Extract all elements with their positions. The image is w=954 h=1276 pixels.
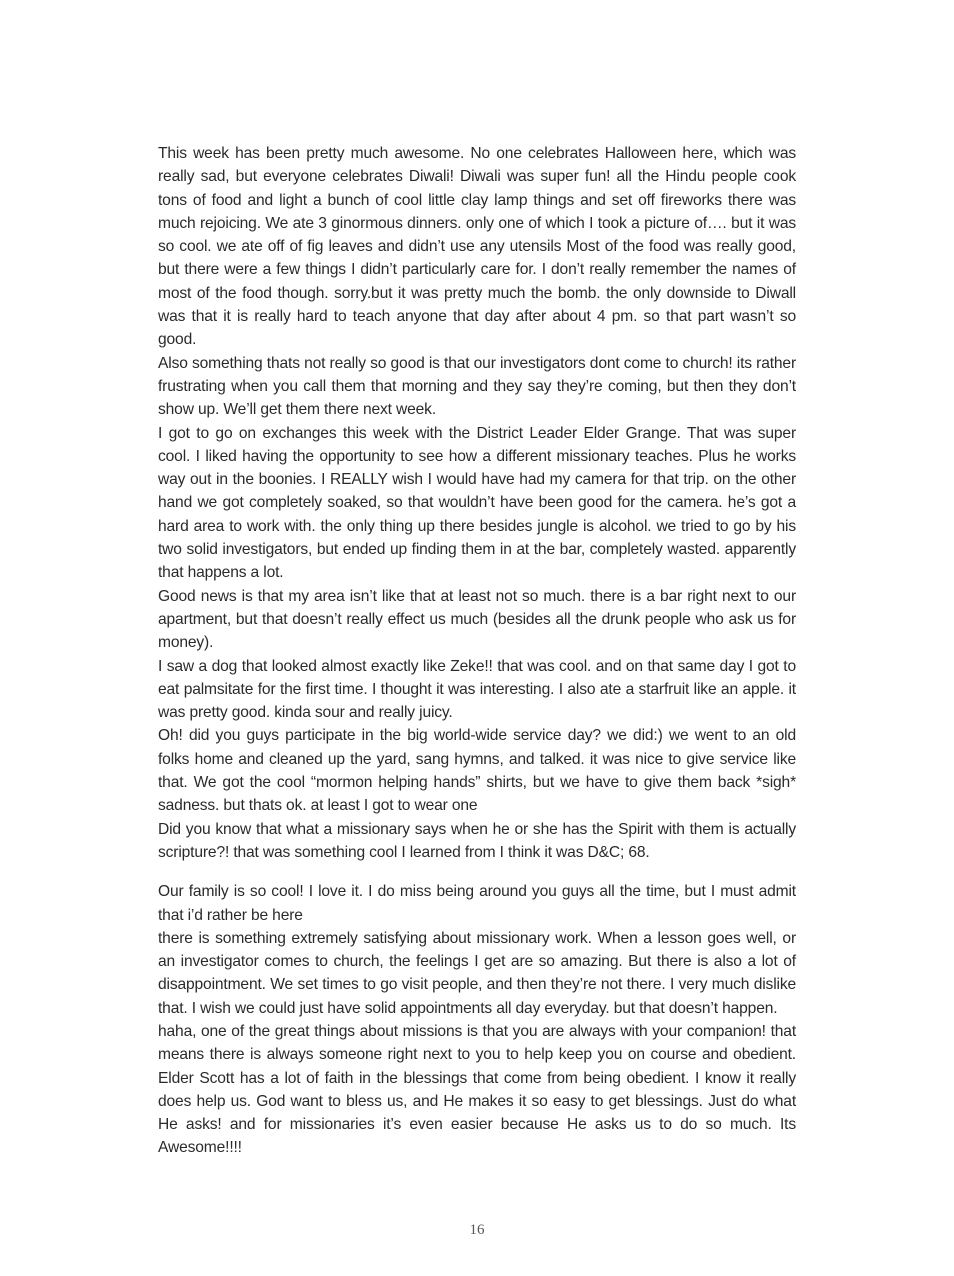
- paragraph-family: Our family is so cool! I love it. I do miss being around you guys all the time, but I must admit that i’d rather be here: [158, 883, 796, 924]
- paragraph-companion: haha, one of the great things about missions is that you are always with your companion! that means there is always someone right next to you to help keep you on course and obedient. Elder Scott has a lot of faith in the blessings that come from being obedient. I know it really does help us. God want to bless us, and He makes it so easy to get blessings. Just do what He asks! and for missionaries it’s even easier because He asks us to do so much. Its Awesome!!!!: [158, 1022, 796, 1157]
- paragraph-missionary-work: there is something extremely satisfying about missionary work. When a lesson goes well, or an investigator comes to church, the feelings I get are so amazing. But there is also a lot of disappointment. We set times to go visit people, and then they’re not there. I very much dislike that. I wish we could just have solid appointments all day everyday. but that doesn’t happen.: [158, 929, 796, 1017]
- letter-body: [158, 142, 796, 1160]
- paragraph-exchanges: I got to go on exchanges this week with the District Leader Elder Grange. That was super cool. I liked having the opportunity to see how a different missionary teaches. Plus he works way out in the boonies. I REALLY wish I would have had my camera for that trip. on the other hand we got completely soaked, so that wouldn’t have been good for the camera. he’s got a hard area to work with. the only thing up there besides jungle is alcohol. we tried to go by his two solid investigators, but ended up finding them in at the bar, completely wasted. apparently that happens a lot.: [158, 424, 796, 582]
- page-number: 16: [469, 1222, 485, 1238]
- paragraph-good-news: Good news is that my area isn’t like that at least not so much. there is a bar right next to our apartment, but that doesn’t really effect us much (besides all the drunk people who ask us for money).: [158, 587, 796, 652]
- paragraph-investigators: Also something thats not really so good is that our investigators dont come to church! its rather frustrating when you call them that morning and they say they’re coming, but then they don’t show up. We’ll get them there next week.: [158, 354, 796, 419]
- paragraph-scripture: Did you know that what a missionary says when he or she has the Spirit with them is actually scripture?! that was something cool I learned from I think it was D&C; 68.: [158, 820, 796, 861]
- paragraph-dog: I saw a dog that looked almost exactly like Zeke!! that was cool. and on that same day I got to eat palmsitate for the first time. I thought it was interesting. I also ate a starfruit like an apple. it was pretty good. kinda sour and really juicy.: [158, 657, 796, 722]
- paragraph-diwali: This week has been pretty much awesome. No one celebrates Halloween here, which was really sad, but everyone celebrates Diwali! Diwali was super fun! all the Hindu people cook tons of food and light a bunch of cool little clay lamp things and set off fireworks there was much rejoicing. We ate 3 ginormous dinners. only one of which I took a picture of…. but it was so cool. we ate off of fig leaves and didn’t use any utensils Most of the food was really good, but there were a few things I didn’t particularly care for. I don’t really remember the names of most of the food though. sorry.but it was pretty much the bomb. the only downside to Diwall was that it is really hard to teach anyone that day after about 4 pm. so that part wasn’t so good.: [158, 145, 796, 349]
- paragraph-service-day: Oh! did you guys participate in the big world-wide service day? we did:) we went to an old folks home and cleaned up the yard, sang hymns, and talked. it was nice to give service like that. We got the cool “mormon helping hands” shirts, but we have to give them back *sigh* sadness. but thats ok. at least I got to wear one: [158, 727, 796, 815]
